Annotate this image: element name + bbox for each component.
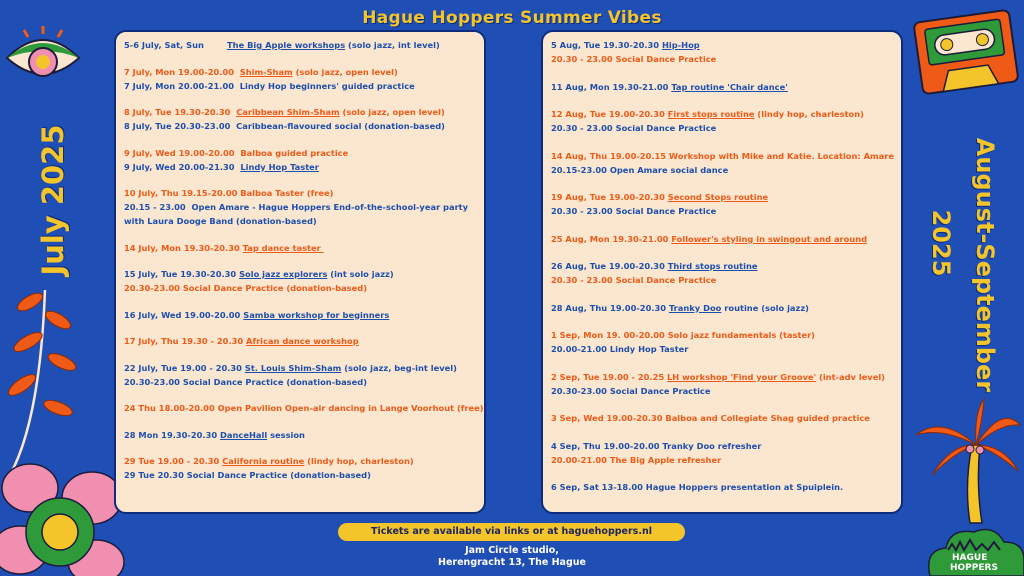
entry-text: 8 July, Tue 19.30-20.30	[124, 107, 237, 117]
entry-text: 24 Thu 18.00-20.00 Open Pavilion Open-air dancing in Lange Voorhout (free)	[124, 403, 484, 413]
entry-text: (lindy hop, charleston)	[754, 109, 864, 119]
schedule-entry	[551, 163, 893, 177]
spacer	[124, 255, 476, 268]
schedule-entry	[551, 384, 893, 398]
entry-text: 8 July, Tue 20.30-23.00 Caribbean-flavoured social (donation-based)	[124, 121, 445, 131]
entry-text: 22 July, Tue 19.00 - 20.30	[124, 362, 245, 373]
schedule-entry	[551, 259, 893, 273]
palm-tree-icon	[912, 395, 1022, 525]
entry-text: 20.30 - 23.00 Social Dance Practice	[551, 54, 717, 64]
entry-text: 2 Sep, Tue 19.00 - 20.25	[551, 371, 668, 382]
spacer	[551, 425, 893, 439]
spacer	[551, 398, 893, 412]
event-link[interactable]: LH workshop 'Find your Groove'	[667, 371, 817, 382]
schedule-entry	[124, 334, 476, 348]
eye-icon	[4, 24, 82, 86]
spacer	[124, 93, 476, 106]
event-link[interactable]: The Big Apple workshops	[227, 40, 346, 50]
schedule-entry	[124, 214, 476, 228]
event-link[interactable]: Follower's styling in swingout and around	[671, 233, 868, 244]
entry-text: 11 Aug, Mon 19.30-21.00	[551, 81, 672, 92]
schedule-entry	[124, 105, 476, 119]
schedule-entry	[124, 160, 476, 174]
entry-text: 7 July, Mon 19.00-20.00	[124, 66, 240, 77]
entry-text: 4 Sep, Thu 19.00-20.00 Tranky Doo refresher	[551, 440, 762, 451]
event-link[interactable]: Third stops routine	[667, 261, 758, 271]
schedule-entry	[124, 401, 484, 415]
entry-text: 6 Sep, Sat 13-18.00 Hague Hoppers presentation at Spuiplein.	[551, 482, 844, 492]
schedule-entry	[551, 232, 893, 246]
cassette-icon	[912, 2, 1020, 102]
hague-hoppers-logo: HAGUE HOPPERS	[924, 520, 1024, 576]
schedule-entry	[551, 439, 893, 453]
schedule-entry	[124, 79, 476, 93]
event-link[interactable]: African dance workshop	[246, 336, 359, 346]
spacer	[124, 133, 476, 146]
schedule-entry	[124, 119, 476, 133]
entry-text: 20.00-21.00 The Big Apple refresher	[551, 454, 722, 465]
spacer	[551, 356, 893, 370]
spacer	[124, 228, 476, 241]
schedule-entry	[551, 273, 893, 287]
schedule-entry	[551, 453, 893, 467]
entry-text: 15 July, Tue 19.30-20.30	[124, 269, 240, 279]
event-link[interactable]: Solo jazz explorers	[239, 269, 328, 279]
entry-text: 17 July, Thu 19.30 - 20.30	[124, 336, 247, 346]
spacer	[551, 467, 893, 481]
entry-text: 3 Sep, Wed 19.00-20.30 Balboa and Collegiate Shag guided practice	[551, 413, 870, 423]
schedule-entry	[551, 480, 893, 494]
entry-text: 9 July, Wed 19.00-20.00 Balboa guided practice	[124, 147, 349, 158]
event-link[interactable]: St. Louis Shim-Sham	[244, 362, 342, 373]
event-link[interactable]: DanceHall	[220, 429, 268, 440]
entry-text: 29 Tue 20.30 Social Dance Practice (donation-based)	[124, 470, 371, 480]
spacer	[124, 295, 476, 308]
schedule-entry	[551, 121, 893, 135]
entry-text: 5-6 July, Sat, Sun	[124, 40, 204, 50]
entry-text: 20.30-23.00 Social Dance Practice	[551, 385, 711, 396]
entry-text: 7 July, Mon 20.00-21.00 Lindy Hop beginners' guided practice	[124, 80, 415, 91]
spacer	[124, 442, 476, 455]
entry-text: 5 Aug, Tue 19.30-20.30	[551, 40, 662, 50]
event-link[interactable]: First stops routine	[667, 109, 755, 119]
spacer	[551, 66, 893, 80]
event-link[interactable]: California routine	[222, 456, 305, 466]
spacer	[551, 177, 893, 191]
entry-text: (int solo jazz)	[327, 269, 394, 279]
schedule-entry	[124, 146, 476, 160]
entry-text: 29 Tue 19.00 - 20.30	[124, 456, 223, 466]
entry-text	[204, 40, 227, 50]
entry-text: 20.30 - 23.00 Social Dance Practice	[551, 123, 717, 133]
entry-text: 14 July, Mon 19.30-20.30	[124, 242, 243, 253]
spacer	[551, 287, 893, 301]
event-link[interactable]: Hip-Hop	[661, 40, 700, 50]
schedule-entry	[551, 107, 893, 121]
schedule-entry	[124, 468, 476, 482]
entry-text: 25 Aug, Mon 19.30-21.00	[551, 233, 672, 244]
schedule-entry	[124, 38, 476, 52]
entry-text: 10 July, Thu 19.15-20.00 Balboa Taster (free)	[124, 188, 334, 198]
event-link[interactable]: Caribbean Shim-Sham	[236, 107, 340, 117]
entry-text: 16 July, Wed 19.00-20.00	[124, 309, 244, 320]
entry-text: 20.30 - 23.00 Social Dance Practice	[551, 206, 717, 216]
schedule-entry	[124, 428, 476, 442]
entry-text: (solo jazz, int level)	[345, 40, 440, 50]
schedule-entry	[124, 65, 476, 79]
schedule-entry	[551, 52, 893, 66]
event-link[interactable]: Lindy Hop Taster	[240, 161, 319, 172]
event-link[interactable]: Tap routine 'Chair dance'	[671, 81, 788, 92]
schedule-entry	[124, 308, 476, 322]
spacer	[551, 246, 893, 260]
leaf-branch-icon	[0, 280, 80, 480]
entry-text: 20.30 - 23.00 Social Dance Practice	[551, 275, 717, 285]
venue-address: Jam Circle studio, Herengracht 13, The Hague	[438, 545, 586, 568]
schedule-entry	[551, 328, 893, 342]
schedule-entry	[551, 411, 893, 425]
spacer	[124, 322, 476, 335]
entry-text: 20.15-23.00 Open Amare social dance	[551, 164, 729, 175]
event-link[interactable]: Samba workshop for beginners	[243, 309, 390, 320]
spacer	[551, 135, 893, 149]
entry-text: (int-adv level)	[816, 371, 885, 382]
event-link[interactable]: Tap dance taster	[242, 242, 324, 253]
aug-sep-side-label: August-September 2025	[927, 137, 999, 393]
entry-text: 9 July, Wed 20.00-21.30	[124, 161, 241, 172]
entry-text: with Laura Dooge Band (donation-based)	[124, 216, 317, 226]
schedule-entry	[551, 370, 893, 384]
schedule-entry	[551, 342, 893, 356]
entry-text: 26 Aug, Tue 19.00-20.30	[551, 261, 668, 271]
spacer	[551, 315, 893, 329]
spacer	[124, 52, 476, 65]
event-link[interactable]: Second Stops routine	[667, 192, 769, 202]
aug-sep-schedule-panel	[541, 30, 903, 514]
spacer	[124, 389, 476, 402]
event-link[interactable]: Shim-Sham	[239, 66, 293, 77]
spacer	[551, 94, 893, 108]
schedule-entry	[124, 454, 476, 468]
entry-text: 1 Sep, Mon 19. 00-20.00 Solo jazz fundamentals (taster)	[551, 330, 815, 340]
entry-text: routine (solo jazz)	[721, 302, 809, 313]
entry-text: 19 Aug, Tue 19.00-20.30	[551, 192, 668, 202]
spacer	[124, 174, 476, 187]
entry-text: 20.15 - 23.00 Open Amare - Hague Hoppers End-of-the-school-year party	[124, 202, 469, 212]
entry-text: 14 Aug, Thu 19.00-20.15 Workshop with Mike and Katie. Location: Amare	[551, 150, 894, 161]
spacer	[551, 218, 893, 232]
entry-text: (solo jazz, open level)	[339, 107, 445, 117]
schedule-entry	[124, 267, 476, 281]
entry-text: session	[267, 429, 305, 440]
schedule-entry	[551, 190, 893, 204]
schedule-entry	[551, 301, 893, 315]
schedule-entry	[124, 281, 476, 295]
entry-text: 20.30-23.00 Social Dance Practice (donation-based)	[124, 376, 367, 387]
entry-text: 12 Aug, Tue 19.00-20.30	[551, 109, 668, 119]
schedule-entry	[124, 375, 476, 389]
entry-text: (solo jazz, open level)	[292, 66, 398, 77]
schedule-entry	[124, 186, 476, 200]
schedule-entry	[551, 38, 893, 52]
schedule-entry	[551, 80, 893, 94]
entry-text: 20.30-23.00 Social Dance Practice (donation-based)	[124, 283, 367, 293]
schedule-entry	[124, 241, 476, 255]
schedule-entry	[124, 200, 476, 214]
spacer	[124, 415, 476, 428]
event-link[interactable]: Tranky Doo	[668, 302, 722, 313]
spacer	[124, 348, 476, 361]
tickets-banner[interactable]: Tickets are available via links or at haguehoppers.nl	[338, 523, 685, 541]
schedule-entry	[551, 149, 893, 163]
entry-text: 28 Aug, Thu 19.00-20.30	[551, 302, 669, 313]
schedule-entry	[551, 204, 893, 218]
entry-text: (lindy hop, charleston)	[304, 456, 414, 466]
page-title: Hague Hoppers Summer Vibes	[362, 8, 662, 28]
entry-text: 20.00-21.00 Lindy Hop Taster	[551, 344, 689, 354]
july-schedule-panel	[114, 30, 486, 514]
entry-text: 28 Mon 19.30-20.30	[124, 429, 221, 440]
entry-text: (solo jazz, beg-int level)	[341, 362, 457, 373]
july-side-label: July 2025	[36, 124, 70, 276]
schedule-entry	[124, 361, 476, 375]
